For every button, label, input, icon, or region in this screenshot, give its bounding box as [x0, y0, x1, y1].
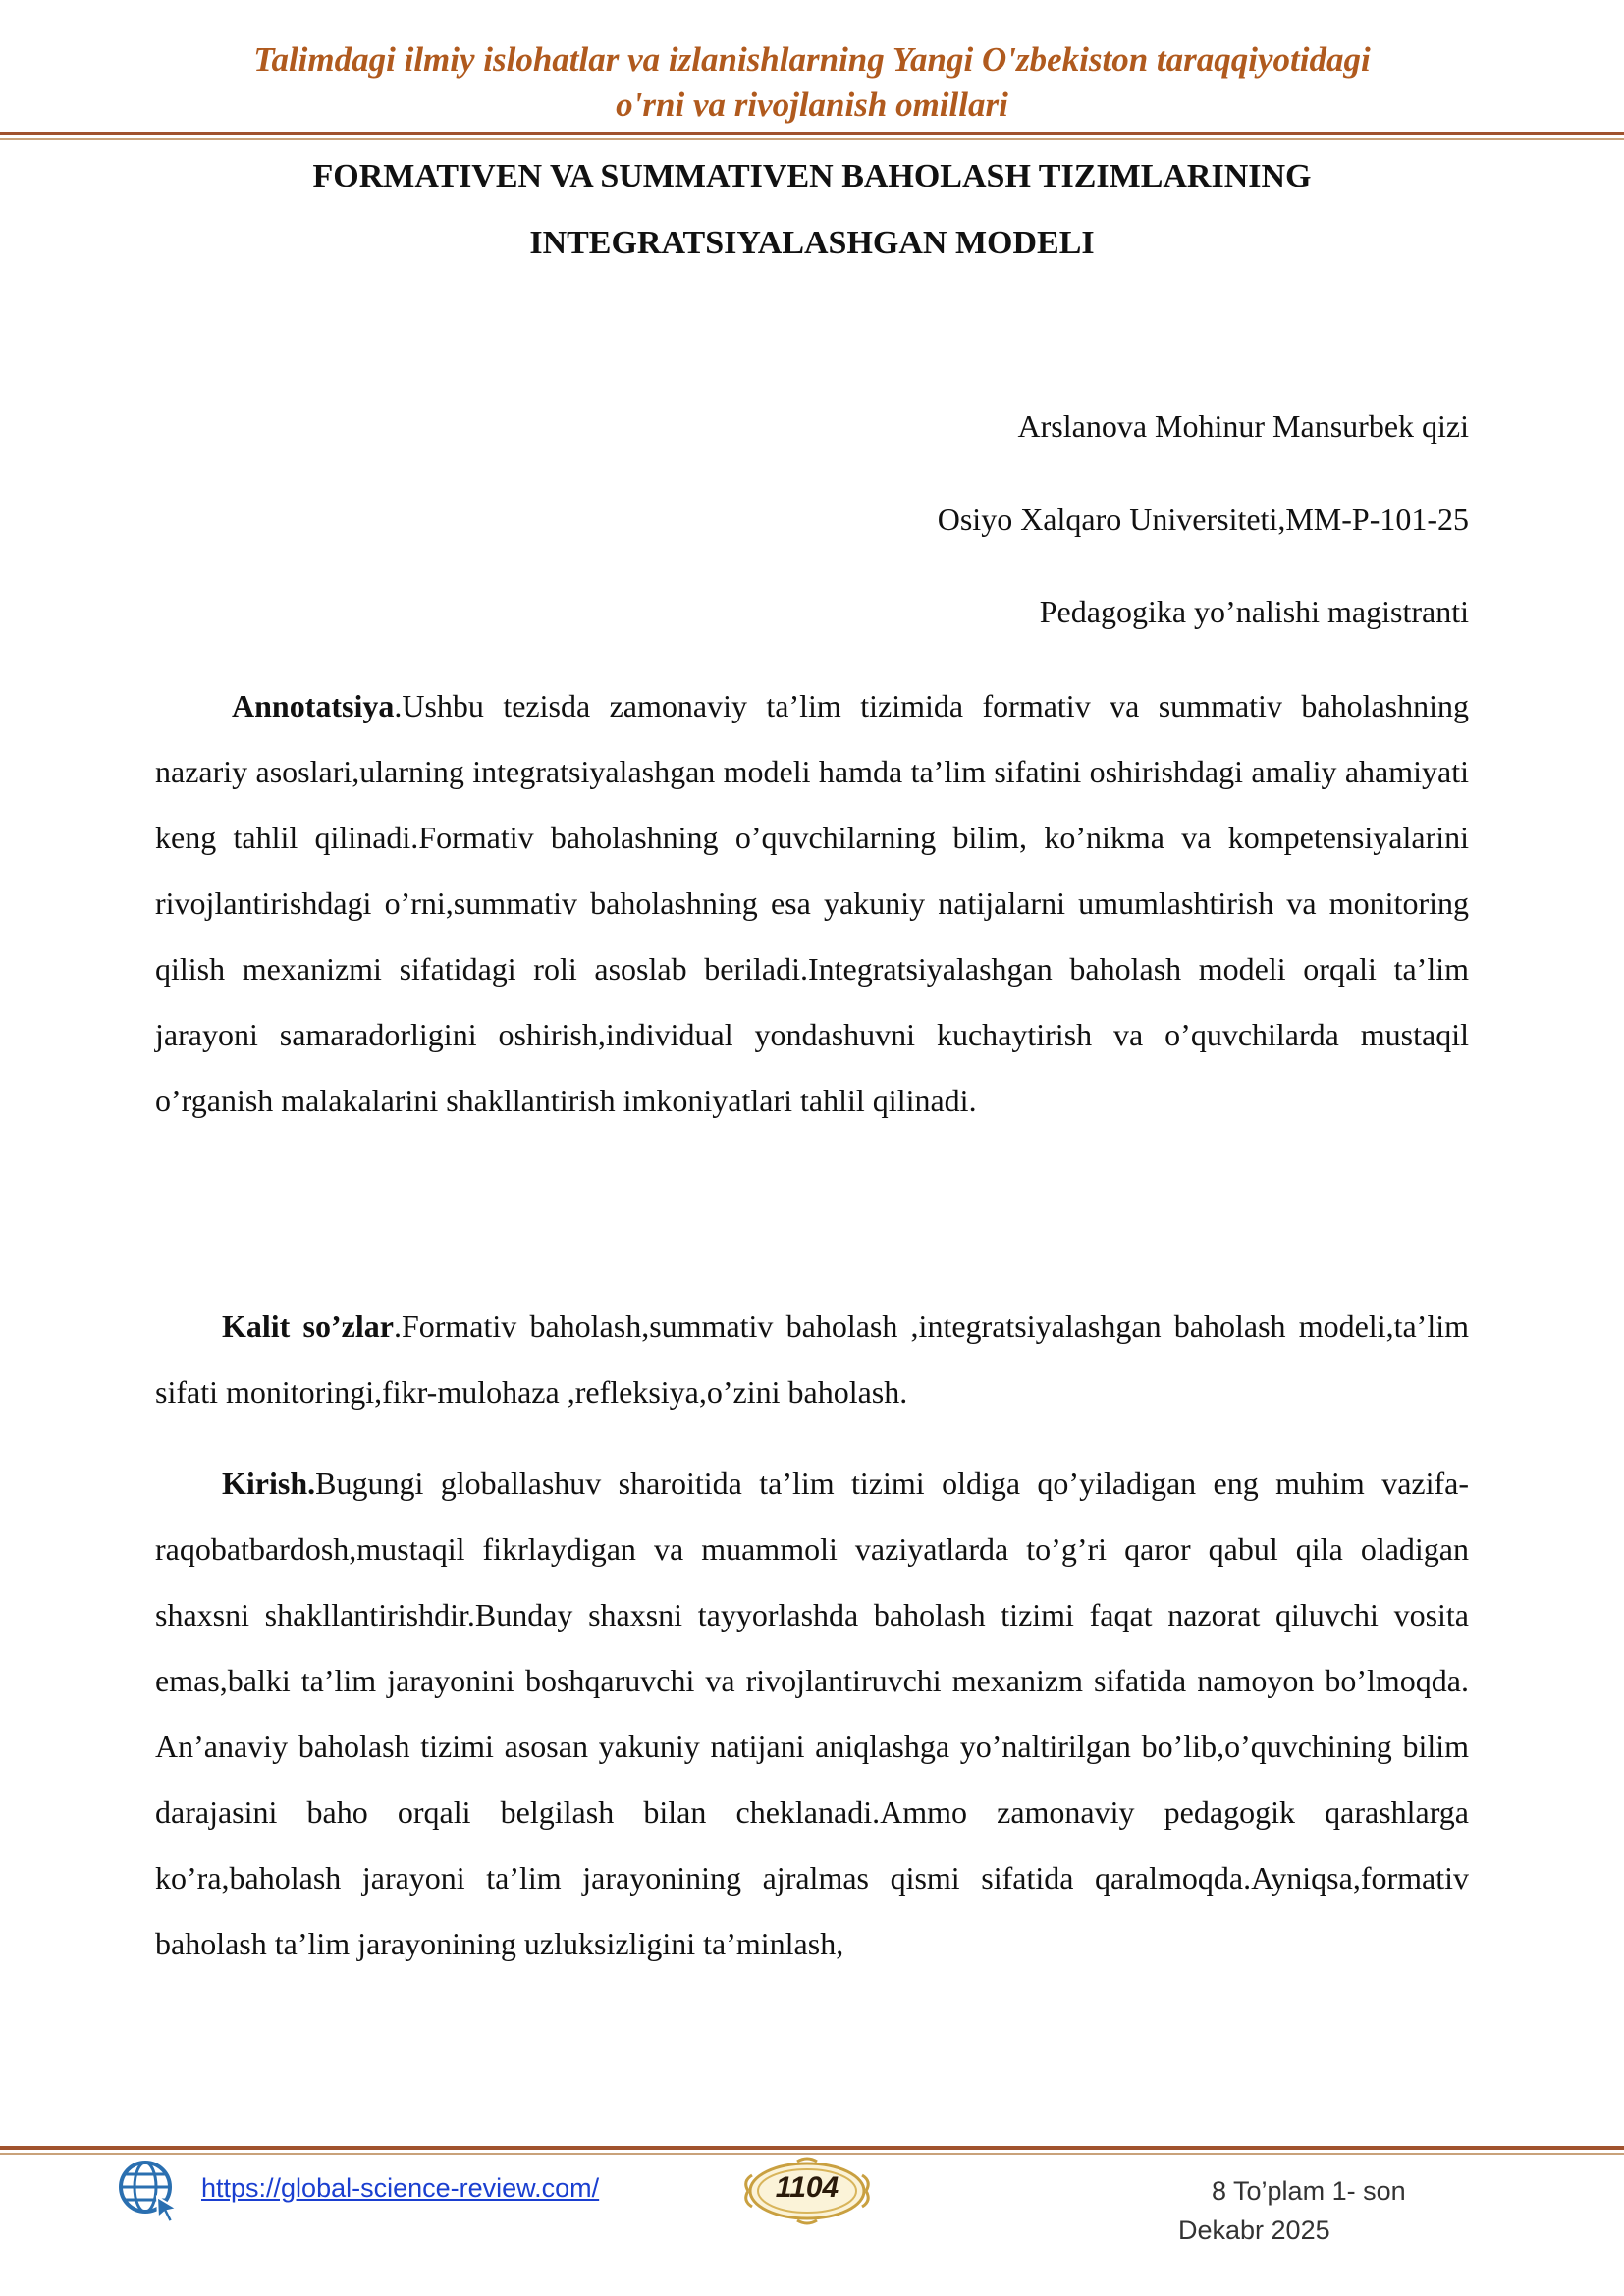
- running-header: [0, 37, 1624, 128]
- page-number: 1104: [775, 2171, 839, 2204]
- footer-rule-shadow: [0, 2153, 1624, 2155]
- introduction-paragraph: [155, 1451, 1469, 1977]
- running-header-line1: Talimdagi ilmiy islohatlar va izlanishlarning Yangi O'zbekiston taraqqiyotidagi: [253, 40, 1371, 79]
- abstract-paragraph: [155, 673, 1469, 1134]
- keywords-label: Kalit so’zlar: [222, 1308, 394, 1344]
- keywords-text: .Formativ baholash,summativ baholash ,integratsiyalashgan baholash modeli,ta’lim sifati monitoringi,fikr-mulohaza ,refleksiya,o’zini baholash.: [155, 1308, 1470, 1410]
- keywords-paragraph: [155, 1294, 1469, 1425]
- globe-cursor-icon: [116, 2158, 183, 2224]
- article-title-line1: FORMATIVEN VA SUMMATIVEN BAHOLASH TIZIMLARINING: [312, 158, 1312, 194]
- header-rule: [0, 132, 1624, 135]
- header-rule-shadow: [0, 138, 1624, 140]
- journal-url-link[interactable]: https://global-science-review.com/: [201, 2173, 600, 2203]
- footer-rule: [0, 2146, 1624, 2150]
- issue-info: [1178, 2171, 1434, 2250]
- author-affiliation: Osiyo Xalqaro Universiteti,MM-P-101-25: [937, 502, 1469, 537]
- article-title-line2: INTEGRATSIYALASHGAN MODELI: [529, 225, 1095, 261]
- running-header-line2: o'rni va rivojlanish omillari: [616, 85, 1008, 124]
- introduction-label: Kirish.: [222, 1466, 316, 1501]
- issue-volume: 8 To’plam 1- son: [1212, 2176, 1406, 2206]
- issue-date: Dekabr 2025: [1178, 2216, 1330, 2245]
- author-position: Pedagogika yo’nalishi magistranti: [1039, 594, 1469, 629]
- introduction-text: Bugungi globallashuv sharoitida ta’lim tizimi oldiga qo’yiladigan eng muhim vazifa-raqobatbardosh,mustaqil fikrlaydigan va muammoli vaziyatlarda to’g’ri qaror qabul qila oladigan shaxsni shakllantirishdir.Bunday shaxsni tayyorlashda baholash tizimi faqat nazorat qiluvchi vosita emas,balki ta’lim jarayonini boshqaruvchi va rivojlantiruvchi mexanizm sifatida namoyon bo’lmoqda. An’anaviy baholash tizimi asosan yakuniy natijani aniqlashga yo’naltirilgan bo’lib,o’quvchining bilim darajasini baho orqali belgilash bilan cheklanadi.Ammo zamonaviy pedagogik qarashlarga ko’ra,baholash jarayoni ta’lim jarayonining ajralmas qismi sifatida qaralmoqda.Ayniqsa,formativ baholash ta’lim jarayonining uzluksizligini ta’minlash,: [155, 1466, 1469, 1961]
- article-title: [0, 143, 1624, 277]
- abstract-label: Annotatsiya: [232, 688, 395, 723]
- abstract-text: .Ushbu tezisda zamonaviy ta’lim tizimida formativ va summativ baholashning nazariy asoslari,ularning integratsiyalashgan modeli hamda ta’lim sifatini oshirishdagi amaliy ahamiyati keng tahlil qilinadi.Formativ baholashning o’quvchilarning bilim, ko’nikma va kompetensiyalarini rivojlantirishdagi o’rni,summativ baholashning esa yakuniy natijalarni umumlashtirish va monitoring qilish mexanizmi sifatidagi roli asoslab beriladi.Integratsiyalashgan baholash modeli orqali ta’lim jarayoni samaradorligini oshirish,individual yondashuvni kuchaytirish va o’quvchilarda mustaqil o’rganish malakalarini shakllantirish imkoniyatlari tahlil qilinadi.: [155, 688, 1469, 1118]
- author-name: Arslanova Mohinur Mansurbek qizi: [1017, 408, 1469, 444]
